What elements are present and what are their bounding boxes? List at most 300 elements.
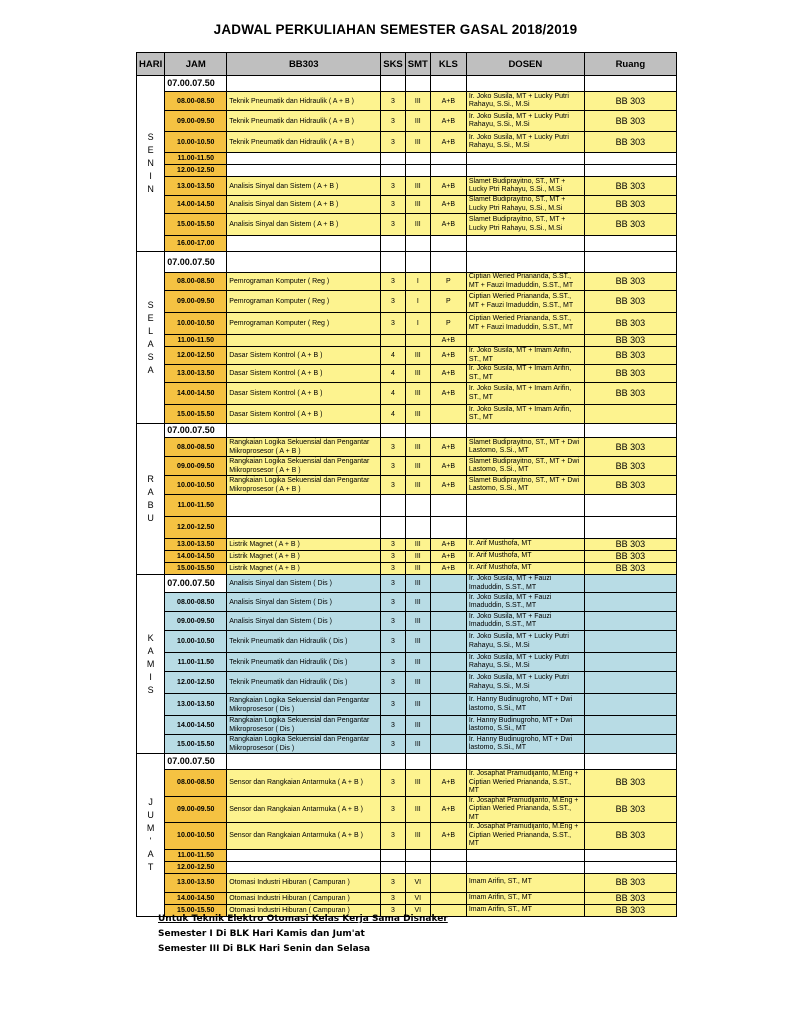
table-row	[137, 383, 677, 405]
class-value: A+B	[430, 796, 466, 823]
semester-value: III	[405, 823, 430, 850]
time-slot: 08.00-08.50	[165, 770, 227, 797]
table-row	[137, 796, 677, 823]
class-value: A+B	[430, 438, 466, 457]
semester-value: III	[405, 214, 430, 236]
time-slot: 11.00-11.50	[165, 849, 227, 861]
class-value	[430, 892, 466, 904]
sks-value: 3	[381, 575, 406, 593]
lecturer-name: Imam Arifin, ST., MT	[466, 873, 584, 892]
lecturer-name: Ir. Arif Musthofa, MT	[466, 539, 584, 551]
class-value: A+B	[430, 823, 466, 850]
lecturer-name	[466, 849, 584, 861]
semester-value	[405, 236, 430, 252]
class-value	[430, 873, 466, 892]
table-row	[137, 438, 677, 457]
day-letter: E	[147, 145, 154, 155]
lecturer-name	[466, 236, 584, 252]
time-slot: 16.00-17.00	[165, 236, 227, 252]
lecturer-name	[466, 861, 584, 873]
course-name	[227, 849, 381, 861]
course-name: Analisis Sinyal dan Sistem ( Dis )	[227, 612, 381, 631]
course-name: Otomasi Industri Hiburan ( Campuran )	[227, 904, 381, 916]
semester-value	[405, 153, 430, 165]
course-name: Sensor dan Rangkaian Antarmuka ( A + B )	[227, 823, 381, 850]
room-value: BB 303	[584, 214, 676, 236]
sks-value	[381, 517, 406, 539]
time-slot: 13.00-13.50	[165, 539, 227, 551]
day-letter: R	[147, 474, 154, 484]
table-row	[137, 770, 677, 797]
time-slot: 12.00-12.50	[165, 165, 227, 177]
room-value: BB 303	[584, 132, 676, 153]
lecturer-name: Ir. Joko Susila, MT + Imam Arifin, ST., MT	[466, 347, 584, 365]
class-value	[430, 754, 466, 770]
semester-value	[405, 424, 430, 438]
lecturer-name: Ir. Joko Susila, MT + Lucky Putri Rahayu, S.Si., M.Si	[466, 132, 584, 153]
table-row	[137, 539, 677, 551]
class-value	[430, 405, 466, 424]
time-slot: 13.00-13.50	[165, 177, 227, 196]
class-value	[430, 849, 466, 861]
course-name: Teknik Pneumatik dan Hidraulik ( Dis )	[227, 653, 381, 672]
semester-value: III	[405, 770, 430, 797]
table-row	[137, 495, 677, 517]
lecturer-name: Ir. Joko Susila, MT + Fauzi Imaduddin, S.ST., MT	[466, 593, 584, 612]
room-value: BB 303	[584, 476, 676, 495]
semester-value: III	[405, 92, 430, 111]
course-name	[227, 252, 381, 273]
class-value	[430, 517, 466, 539]
sks-value: 3	[381, 313, 406, 335]
time-slot: 10.00-10.50	[165, 313, 227, 335]
day-letter: T	[147, 861, 154, 872]
footer-line-2: Semester I Di BLK Hari Kamis dan Jum'at	[158, 929, 365, 939]
room-value: BB 303	[584, 313, 676, 335]
room-value	[584, 612, 676, 631]
semester-value: VI	[405, 892, 430, 904]
room-value: BB 303	[584, 438, 676, 457]
class-value: P	[430, 313, 466, 335]
semester-value: III	[405, 612, 430, 631]
header-sks: SKS	[381, 53, 406, 76]
class-value	[430, 252, 466, 273]
day-letter: A	[147, 848, 154, 859]
sks-value	[381, 153, 406, 165]
sks-value	[381, 76, 406, 92]
semester-value: VI	[405, 873, 430, 892]
sks-value: 3	[381, 92, 406, 111]
course-name	[227, 236, 381, 252]
room-value	[584, 575, 676, 593]
sks-value	[381, 754, 406, 770]
lecturer-name: Ir. Joko Susila, MT + Lucky Putri Rahayu, S.Si., M.Si	[466, 111, 584, 132]
day-letter: M	[146, 658, 155, 669]
room-value	[584, 653, 676, 672]
table-row	[137, 849, 677, 861]
semester-value	[405, 76, 430, 92]
time-slot: 11.00-11.50	[165, 153, 227, 165]
sks-value	[381, 495, 406, 517]
semester-value	[405, 165, 430, 177]
sks-value: 3	[381, 214, 406, 236]
sks-value: 3	[381, 476, 406, 495]
room-value: BB 303	[584, 383, 676, 405]
class-value: A+B	[430, 92, 466, 111]
semester-value: I	[405, 291, 430, 313]
sks-value: 3	[381, 672, 406, 694]
footer-notes	[158, 912, 448, 957]
semester-value	[405, 495, 430, 517]
time-slot: 14.00-14.50	[165, 383, 227, 405]
lecturer-name: Slamet Budiprayitno, ST., MT + Lucky Ptri Rahayu, S.Si., M.Si	[466, 196, 584, 214]
room-value	[584, 76, 676, 92]
day-name	[137, 575, 165, 754]
lecturer-name: Ir. Hanny Budinugroho, MT + Dwi lastomo, S.Si., MT	[466, 735, 584, 754]
lecturer-name: Ir. Joko Susila, MT + Lucky Putri Rahayu, S.Si., M.Si	[466, 653, 584, 672]
table-row	[137, 873, 677, 892]
course-name: Listrik Magnet ( A + B )	[227, 539, 381, 551]
table-row	[137, 631, 677, 653]
lecturer-name: Slamet Budiprayitno, ST., MT + Lucky Ptri Rahayu, S.Si., M.Si	[466, 177, 584, 196]
class-value: P	[430, 291, 466, 313]
class-value: A+B	[430, 770, 466, 797]
class-value	[430, 575, 466, 593]
class-value	[430, 694, 466, 716]
sks-value	[381, 861, 406, 873]
lecturer-name: Ir. Hanny Budinugroho, MT + Dwi lastomo, S.Si., MT	[466, 716, 584, 735]
sks-value	[381, 165, 406, 177]
class-value: P	[430, 273, 466, 291]
class-value: A+B	[430, 539, 466, 551]
sks-value: 3	[381, 438, 406, 457]
lecturer-name: Slamet Budiprayitno, ST., MT + Dwi Lastomo, S.Si., MT	[466, 438, 584, 457]
semester-value: III	[405, 111, 430, 132]
sks-value	[381, 335, 406, 347]
class-value: A+B	[430, 132, 466, 153]
course-name: Listrik Magnet ( A + B )	[227, 551, 381, 563]
semester-value	[405, 849, 430, 861]
room-value: BB 303	[584, 92, 676, 111]
time-slot-start: 07.00.07.50	[165, 76, 227, 92]
table-row	[137, 653, 677, 672]
semester-value: III	[405, 631, 430, 653]
day-letter: S	[147, 351, 154, 362]
course-name: Otomasi Industri Hiburan ( Campuran )	[227, 873, 381, 892]
class-value: A+B	[430, 476, 466, 495]
lecturer-name: Imam Arifin, ST., MT	[466, 904, 584, 916]
time-slot-start: 07.00.07.50	[165, 252, 227, 273]
day-letter: M	[146, 822, 155, 833]
room-value: BB 303	[584, 892, 676, 904]
table-row	[137, 165, 677, 177]
table-row	[137, 672, 677, 694]
lecturer-name	[466, 76, 584, 92]
class-value: A+B	[430, 335, 466, 347]
semester-value: III	[405, 405, 430, 424]
time-slot: 10.00-10.50	[165, 823, 227, 850]
day-start-row	[137, 575, 677, 593]
course-name: Dasar Sistem Kontrol ( A + B )	[227, 365, 381, 383]
day-start-row	[137, 252, 677, 273]
day-letter: U	[147, 513, 154, 523]
lecturer-name	[466, 754, 584, 770]
time-slot: 15.00-15.50	[165, 405, 227, 424]
sks-value: 3	[381, 457, 406, 476]
time-slot: 15.00-15.50	[165, 563, 227, 575]
lecturer-name: Ir. Arif Musthofa, MT	[466, 551, 584, 563]
table-row	[137, 365, 677, 383]
room-value: BB 303	[584, 796, 676, 823]
table-row	[137, 236, 677, 252]
table-row	[137, 551, 677, 563]
semester-value: III	[405, 196, 430, 214]
day-letter: J	[148, 796, 153, 807]
semester-value: III	[405, 551, 430, 563]
room-value	[584, 495, 676, 517]
lecturer-name	[466, 424, 584, 438]
sks-value	[381, 252, 406, 273]
footer-line-1: Untuk Teknik Elektro Otomasi Kelas Kerja Sama Disnaker	[158, 914, 448, 924]
time-slot: 10.00-10.50	[165, 132, 227, 153]
room-value: BB 303	[584, 823, 676, 850]
course-name: Rangkaian Logika Sekuensial dan Pengantar Mikroprosesor ( A + B )	[227, 457, 381, 476]
course-name: Dasar Sistem Kontrol ( A + B )	[227, 347, 381, 365]
sks-value: 3	[381, 291, 406, 313]
time-slot: 15.00-15.50	[165, 904, 227, 916]
room-value	[584, 716, 676, 735]
time-slot: 15.00-15.50	[165, 214, 227, 236]
lecturer-name: Ciptian Weried Priananda, S.ST., MT + Fauzi Imaduddin, S.ST., MT	[466, 273, 584, 291]
day-start-row	[137, 424, 677, 438]
header-jam: JAM	[165, 53, 227, 76]
course-name: Analisis Sinyal dan Sistem ( A + B )	[227, 196, 381, 214]
room-value	[584, 735, 676, 754]
time-slot: 08.00-08.50	[165, 438, 227, 457]
room-value: BB 303	[584, 365, 676, 383]
semester-value	[405, 335, 430, 347]
time-slot: 11.00-11.50	[165, 653, 227, 672]
class-value	[430, 631, 466, 653]
lecturer-name	[466, 335, 584, 347]
course-name: Pemrograman Komputer ( Reg )	[227, 273, 381, 291]
room-value: BB 303	[584, 770, 676, 797]
semester-value: III	[405, 438, 430, 457]
room-value: BB 303	[584, 551, 676, 563]
table-row	[137, 153, 677, 165]
table-row	[137, 457, 677, 476]
sks-value: 3	[381, 904, 406, 916]
semester-value: III	[405, 735, 430, 754]
time-slot: 14.00-14.50	[165, 892, 227, 904]
day-letter: L	[148, 325, 154, 336]
course-name: Teknik Pneumatik dan Hidraulik ( Dis )	[227, 672, 381, 694]
day-name	[137, 252, 165, 424]
lecturer-name	[466, 495, 584, 517]
table-row	[137, 716, 677, 735]
lecturer-name: Slamet Budiprayitno, ST., MT + Dwi Lastomo, S.Si., MT	[466, 457, 584, 476]
semester-value: III	[405, 347, 430, 365]
course-name: Rangkaian Logika Sekuensial dan Pengantar Mikroprosesor ( Dis )	[227, 716, 381, 735]
course-name: Rangkaian Logika Sekuensial dan Pengantar Mikroprosesor ( Dis )	[227, 735, 381, 754]
class-value: A+B	[430, 196, 466, 214]
course-name	[227, 754, 381, 770]
time-slot: 14.00-14.50	[165, 196, 227, 214]
sks-value: 3	[381, 823, 406, 850]
time-slot: 11.00-11.50	[165, 335, 227, 347]
sks-value: 4	[381, 383, 406, 405]
room-value	[584, 672, 676, 694]
lecturer-name: Ir. Joko Susila, MT + Imam Arifin, ST., MT	[466, 365, 584, 383]
lecturer-name: Ir. Arif Musthofa, MT	[466, 563, 584, 575]
sks-value: 4	[381, 405, 406, 424]
course-name: Teknik Pneumatik dan Hidraulik ( Dis )	[227, 631, 381, 653]
table-row	[137, 823, 677, 850]
semester-value: III	[405, 457, 430, 476]
class-value	[430, 735, 466, 754]
lecturer-name: Ir. Joko Susila, MT + Lucky Putri Rahayu, S.Si., M.Si	[466, 92, 584, 111]
semester-value: III	[405, 365, 430, 383]
room-value	[584, 861, 676, 873]
semester-value: III	[405, 476, 430, 495]
day-letter: S	[147, 132, 154, 142]
semester-value: I	[405, 273, 430, 291]
time-slot: 12.00-12.50	[165, 861, 227, 873]
day-letter: B	[147, 500, 154, 510]
day-start-row	[137, 754, 677, 770]
sks-value: 3	[381, 873, 406, 892]
class-value: A+B	[430, 214, 466, 236]
time-slot: 09.00-09.50	[165, 457, 227, 476]
table-row	[137, 92, 677, 111]
time-slot: 09.00-09.50	[165, 111, 227, 132]
class-value	[430, 716, 466, 735]
class-value	[430, 236, 466, 252]
class-value	[430, 424, 466, 438]
page-title: JADWAL PERKULIAHAN SEMESTER GASAL 2018/2019	[213, 22, 578, 37]
sks-value: 3	[381, 539, 406, 551]
day-letter: A	[147, 645, 154, 656]
room-value	[584, 849, 676, 861]
class-value	[430, 672, 466, 694]
header-dosen: DOSEN	[466, 53, 584, 76]
lecturer-name: Ciptian Weried Priananda, S.ST., MT + Fauzi Imaduddin, S.ST., MT	[466, 291, 584, 313]
sks-value: 3	[381, 892, 406, 904]
time-slot: 13.00-13.50	[165, 694, 227, 716]
room-value	[584, 153, 676, 165]
room-value: BB 303	[584, 177, 676, 196]
time-slot: 09.00-09.50	[165, 796, 227, 823]
time-slot: 12.00-12.50	[165, 347, 227, 365]
table-row	[137, 735, 677, 754]
class-value: A+B	[430, 365, 466, 383]
day-letter: N	[147, 158, 154, 168]
day-letter: S	[147, 299, 154, 310]
sks-value: 4	[381, 365, 406, 383]
semester-value: III	[405, 539, 430, 551]
course-name: Analisis Sinyal dan Sistem ( A + B )	[227, 214, 381, 236]
course-name: Otomasi Industri Hiburan ( Campuran )	[227, 892, 381, 904]
lecturer-name: Imam Arifin, ST., MT	[466, 892, 584, 904]
room-value	[584, 754, 676, 770]
course-name	[227, 165, 381, 177]
class-value: A+B	[430, 551, 466, 563]
class-value	[430, 165, 466, 177]
lecturer-name	[466, 252, 584, 273]
room-value	[584, 593, 676, 612]
header-hari: HARI	[137, 53, 165, 76]
time-slot: 12.00-12.50	[165, 672, 227, 694]
time-slot: 09.00-09.50	[165, 612, 227, 631]
class-value	[430, 653, 466, 672]
table-row	[137, 612, 677, 631]
class-value	[430, 861, 466, 873]
semester-value: III	[405, 132, 430, 153]
lecturer-name: Ir. Joko Susila, MT + Fauzi Imaduddin, S.ST., MT	[466, 612, 584, 631]
sks-value: 3	[381, 796, 406, 823]
sks-value: 4	[381, 347, 406, 365]
room-value: BB 303	[584, 563, 676, 575]
course-name	[227, 76, 381, 92]
lecturer-name: Slamet Budiprayitno, ST., MT + Dwi Lastomo, S.Si., MT	[466, 476, 584, 495]
room-value	[584, 236, 676, 252]
class-value: A+B	[430, 383, 466, 405]
room-value: BB 303	[584, 111, 676, 132]
room-value: BB 303	[584, 457, 676, 476]
course-name: Analisis Sinyal dan Sistem ( A + B )	[227, 177, 381, 196]
lecturer-name: Ir. Joko Susila, MT + Lucky Putri Rahayu, S.Si., M.Si	[466, 672, 584, 694]
time-slot: 08.00-08.50	[165, 273, 227, 291]
course-name: Analisis Sinyal dan Sistem ( Dis )	[227, 575, 381, 593]
table-row	[137, 291, 677, 313]
time-slot: 14.00-14.50	[165, 716, 227, 735]
course-name	[227, 495, 381, 517]
sks-value: 3	[381, 694, 406, 716]
semester-value: III	[405, 694, 430, 716]
lecturer-name	[466, 153, 584, 165]
time-slot: 14.00-14.50	[165, 551, 227, 563]
room-value: BB 303	[584, 347, 676, 365]
course-name: Sensor dan Rangkaian Antarmuka ( A + B )	[227, 770, 381, 797]
lecturer-name: Ciptian Weried Priananda, S.ST., MT + Fauzi Imaduddin, S.ST., MT	[466, 313, 584, 335]
time-slot: 08.00-08.50	[165, 593, 227, 612]
time-slot: 11.00-11.50	[165, 495, 227, 517]
time-slot-start: 07.00.07.50	[165, 575, 227, 593]
class-value	[430, 76, 466, 92]
sks-value	[381, 849, 406, 861]
header-room-bb303: BB303	[227, 53, 381, 76]
table-row	[137, 517, 677, 539]
course-name	[227, 517, 381, 539]
footer-line-3: Semester III Di BLK Hari Senin dan Selasa	[158, 944, 371, 954]
time-slot: 13.00-13.50	[165, 365, 227, 383]
day-letter: S	[147, 684, 154, 695]
sks-value: 3	[381, 563, 406, 575]
sks-value: 3	[381, 716, 406, 735]
time-slot: 09.00-09.50	[165, 291, 227, 313]
time-slot-start: 07.00.07.50	[165, 754, 227, 770]
semester-value	[405, 252, 430, 273]
room-value: BB 303	[584, 291, 676, 313]
schedule-table	[136, 52, 677, 917]
lecturer-name: Ir. Hanny Budinugroho, MT + Dwi lastomo, S.Si., MT	[466, 694, 584, 716]
sks-value: 3	[381, 111, 406, 132]
room-value	[584, 252, 676, 273]
header-ruang: Ruang	[584, 53, 676, 76]
lecturer-name	[466, 165, 584, 177]
course-name	[227, 861, 381, 873]
time-slot: 08.00-08.50	[165, 92, 227, 111]
